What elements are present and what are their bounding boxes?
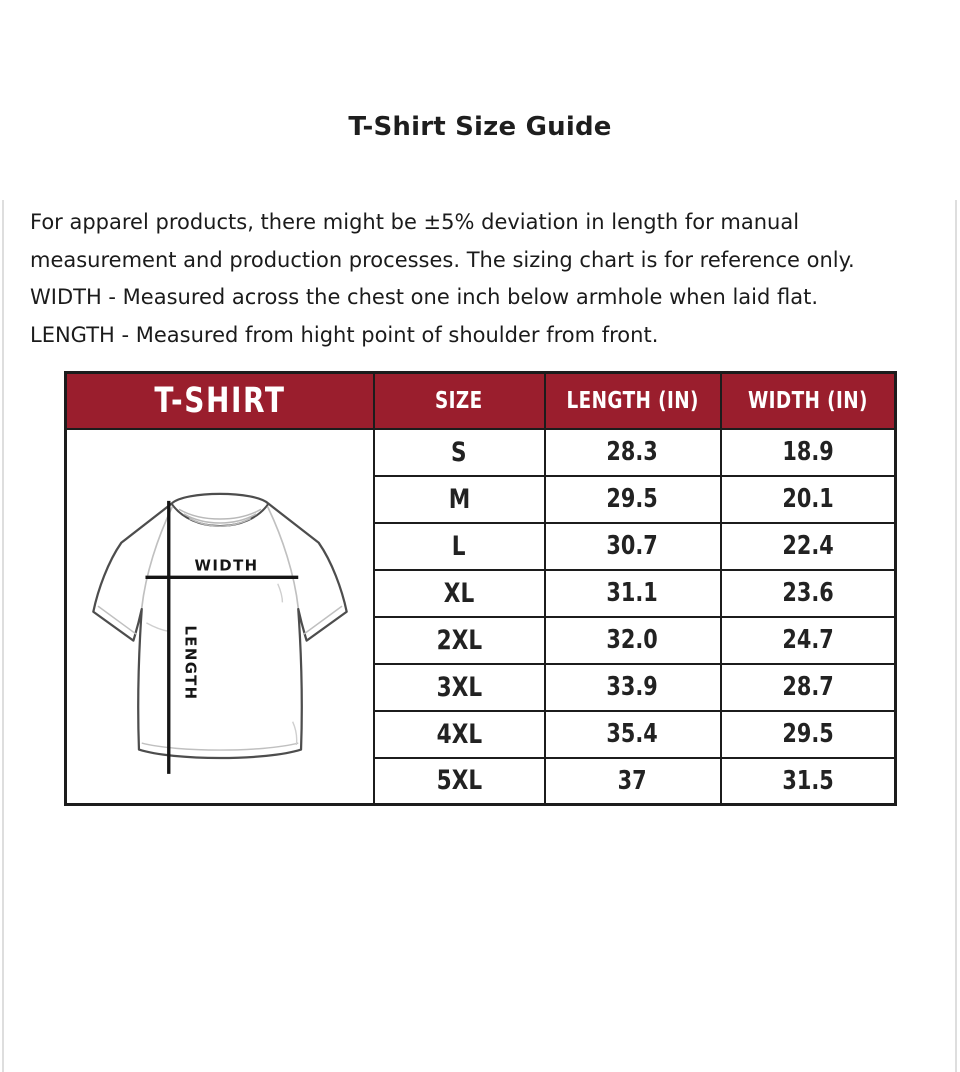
size-value: 4XL — [374, 711, 545, 758]
width-value: 28.7 — [721, 664, 896, 711]
size-guide-table-wrap — [64, 371, 960, 806]
length-value: 32.0 — [545, 617, 721, 664]
width-value: 31.5 — [721, 758, 896, 805]
column-header-length: LENGTH (IN) — [545, 373, 721, 429]
size-table — [64, 371, 897, 806]
length-note: LENGTH - Measured from hight point of shoulder from front. — [30, 322, 659, 347]
table-corner-label: T-SHIRT — [66, 373, 374, 429]
width-diagram-label: WIDTH — [194, 556, 259, 575]
length-diagram-label: LENGTH — [181, 625, 200, 701]
width-value: 23.6 — [721, 570, 896, 617]
page-title: T-Shirt Size Guide — [348, 112, 612, 142]
length-value: 35.4 — [545, 711, 721, 758]
column-header-width: WIDTH (IN) — [721, 373, 896, 429]
size-value: 2XL — [374, 617, 545, 664]
table-row — [66, 429, 896, 476]
size-value: S — [374, 429, 545, 476]
width-value: 29.5 — [721, 711, 896, 758]
photo-edge-left — [2, 200, 4, 1072]
photo-edge-right — [955, 200, 957, 1072]
length-value: 37 — [545, 758, 721, 805]
tshirt-diagram — [80, 472, 360, 785]
tshirt-diagram-cell — [66, 429, 374, 805]
length-value: 33.9 — [545, 664, 721, 711]
width-value: 18.9 — [721, 429, 896, 476]
size-value: XL — [374, 570, 545, 617]
intro-block — [30, 204, 882, 354]
width-value: 22.4 — [721, 523, 896, 570]
size-value: L — [374, 523, 545, 570]
length-value: 30.7 — [545, 523, 721, 570]
size-value: M — [374, 476, 545, 523]
width-value: 20.1 — [721, 476, 896, 523]
length-value: 31.1 — [545, 570, 721, 617]
width-value: 24.7 — [721, 617, 896, 664]
size-value: 3XL — [374, 664, 545, 711]
intro-paragraph: For apparel products, there might be ±5% deviation in length for manual measurement and production processes. The sizing chart is for reference only. — [30, 210, 855, 272]
size-value: 5XL — [374, 758, 545, 805]
length-value: 29.5 — [545, 476, 721, 523]
column-header-size: SIZE — [374, 373, 545, 429]
length-value: 28.3 — [545, 429, 721, 476]
width-note: WIDTH - Measured across the chest one inch below armhole when laid flat. — [30, 285, 819, 309]
size-table-header-row — [66, 373, 896, 429]
tshirt-outline — [93, 494, 346, 758]
